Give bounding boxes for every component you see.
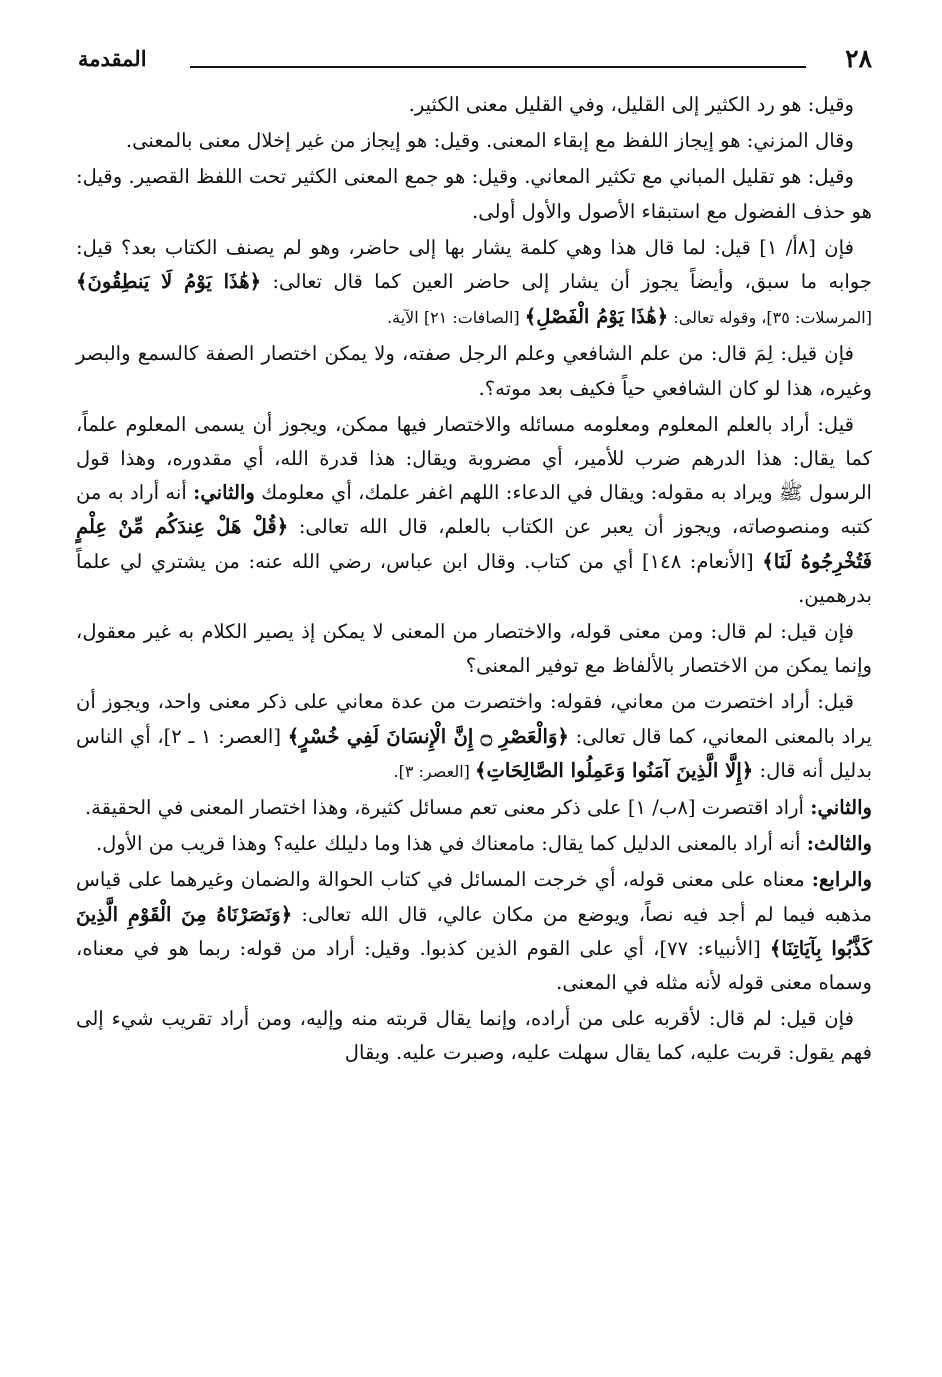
quran-verse: ﴿إِلَّا الَّذِينَ آمَنُوا وَعَمِلُوا الصَّالِحَاتِ﴾ xyxy=(474,758,754,782)
paragraph-text: [الأنعام: ١٤٨] أي من كتاب. وقال ابن عباس، رضي الله عنه: من يشتري لي علماً بدرهمين. xyxy=(76,549,872,607)
paragraph-text: أنه أراد به من كتبه ومنصوصاته، ويجوز أن يعبر عن الكتاب بالعلم، قال الله تعالى: xyxy=(76,481,872,539)
quran-verse: ﴿وَالْعَصْرِ ۝ إِنَّ الْإِنسَانَ لَفِي خُسْرٍ﴾ xyxy=(287,724,569,748)
section-lead: والثالث: xyxy=(806,832,872,856)
paragraph-7 xyxy=(76,615,872,683)
paragraph-12 xyxy=(76,1002,872,1070)
paragraph-text: فإن [٨أ/ ١] قيل: لما قال هذا وهي كلمة يشار بها إلى حاضر، وهو لم يصنف الكتاب بعد؟ قيل: جوابه ما سبق، وأيضاً يجوز أن يشار إلى حاضر العين كما قال تعالى: xyxy=(76,235,873,294)
paragraph-5 xyxy=(76,337,872,405)
paragraph-1 xyxy=(76,88,872,122)
paragraph-text: وقيل: هو رد الكثير إلى القليل، وفي القليل معنى الكثير. xyxy=(408,93,854,116)
paragraph-text: [العصر: ١ ـ ٢]، أي الناس بدليل أنه قال: xyxy=(76,724,872,782)
page-header xyxy=(78,44,872,78)
paragraph-text: معناه على معنى قوله، أي خرجت المسائل في كتاب الحوالة والضمان وغيرهما على قياس مذهبه فيما لم أجد فيه نصاً، ويوضع من مكان عالي، قال الله تعالى: xyxy=(76,868,872,926)
page-body xyxy=(76,88,872,1073)
paragraph-text: أراد اقتصرت [٨ب/ ١] على ذكر معنى تعم مسائل كثيرة، وهذا اختصار المعنى في الحقيقة. xyxy=(84,796,811,820)
paragraph-text: قيل: أراد اختصرت من معاني، فقوله: واختصرت من عدة معاني على ذكر معنى واحد، ويجوز أن يراد بالمعنى المعاني، كما قال تعالى: xyxy=(76,690,872,748)
reference-text: [الصافات: ٢١] الآية. xyxy=(387,308,525,328)
quran-verse: ﴿وَنَصَرْنَاهُ مِنَ الْقَوْمِ الَّذِينَ كَذَّبُوا بِآيَاتِنَا﴾ xyxy=(76,902,872,960)
paragraph-10 xyxy=(76,827,872,861)
paragraph-text: أنه أراد بالمعنى الدليل كما يقال: مامعناك في هذا وما دليلك عليه؟ وهذا قريب من الأول. xyxy=(95,832,807,856)
paragraph-3 xyxy=(76,160,872,228)
section-lead: والرابع: xyxy=(811,868,872,892)
paragraph-9 xyxy=(76,791,872,825)
paragraph-8 xyxy=(76,685,872,789)
paragraph-text: قيل: أراد بالعلم المعلوم ومعلومه مسائله والاختصار فيها ممكن، ويجوز أن يسمى المعلوم علماً، كما يقال: هذا الدرهم ضرب للأمير، أي مضروبة ويقال: هذا قدرة الله، أي مقدوره، وهذا قول الرسول ﷺ ويراد به مقوله: ويقال في الدعاء: اللهم اغفر علمك، أي معلومك xyxy=(76,412,873,505)
reference-text: [المرسلات: ٣٥]، وقوله تعالى: xyxy=(668,308,872,328)
paragraph-text: فإن قيل: لم قال: ومن معنى قوله، والاختصار من المعنى لا يمكن إذ يصير الكلام به غير معقول، وإنما يمكن من الاختصار بالألفاظ مع توفير المعنى؟ xyxy=(76,620,872,678)
paragraph-6 xyxy=(76,408,872,613)
page-number: ٢٨ xyxy=(845,44,872,73)
reference-text: [العصر: ٣]. xyxy=(393,761,475,781)
quran-verse: ﴿هَٰذَا يَوْمُ الْفَصْلِ﴾ xyxy=(524,305,669,329)
quran-verse: ﴿هَٰذَا يَوْمُ لَا يَنطِقُونَ﴾ xyxy=(76,270,262,294)
paragraph-4 xyxy=(76,231,872,336)
section-lead: والثاني: xyxy=(193,481,255,505)
paragraph-2 xyxy=(76,124,872,158)
paragraph-text: وقال المزني: هو إيجاز اللفظ مع إبقاء المعنى. وقيل: هو إيجاز من غير إخلال معنى بالمعنى. xyxy=(125,129,854,153)
header-rule xyxy=(190,66,806,68)
quran-verse: ﴿قُلْ هَلْ عِندَكُم مِّنْ عِلْمٍ فَتُخْرِجُوهُ لَنَا﴾ xyxy=(76,515,872,573)
paragraph-text: فإن قيل: لم قال: لأقربه على من أراده، وإنما يقال قربته منه وإليه، ومن أراد تقريب شيء إلى فهم يقول: قربت عليه، كما يقال سهلت عليه، وصبرت عليه. ويقال xyxy=(76,1007,872,1065)
section-lead: والثاني: xyxy=(810,796,872,820)
paragraph-text: [الأنبياء: ٧٧]، أي على القوم الذين كذبوا. وقيل: أراد من قوله: ربما هو في معناه، وسماه معنى قوله لأنه مثله في المعنى. xyxy=(76,936,872,995)
paragraph-text: فإن قيل: لِمَ قال: من علم الشافعي وعلم الرجل صفته، ولا يمكن اختصار الصفة كالسمع والبصر وغيره، هذا لو كان الشافعي حياً فكيف بعد موته؟. xyxy=(76,342,872,400)
running-title: المقدمة xyxy=(78,46,147,71)
paragraph-text: وقيل: هو تقليل المباني مع تكثير المعاني. وقيل: هو جمع المعنى الكثير تحت اللفظ القصير. وقيل: هو حذف الفضول مع استبقاء الأصول والأول أولى. xyxy=(76,165,872,223)
paragraph-11 xyxy=(76,863,872,1000)
